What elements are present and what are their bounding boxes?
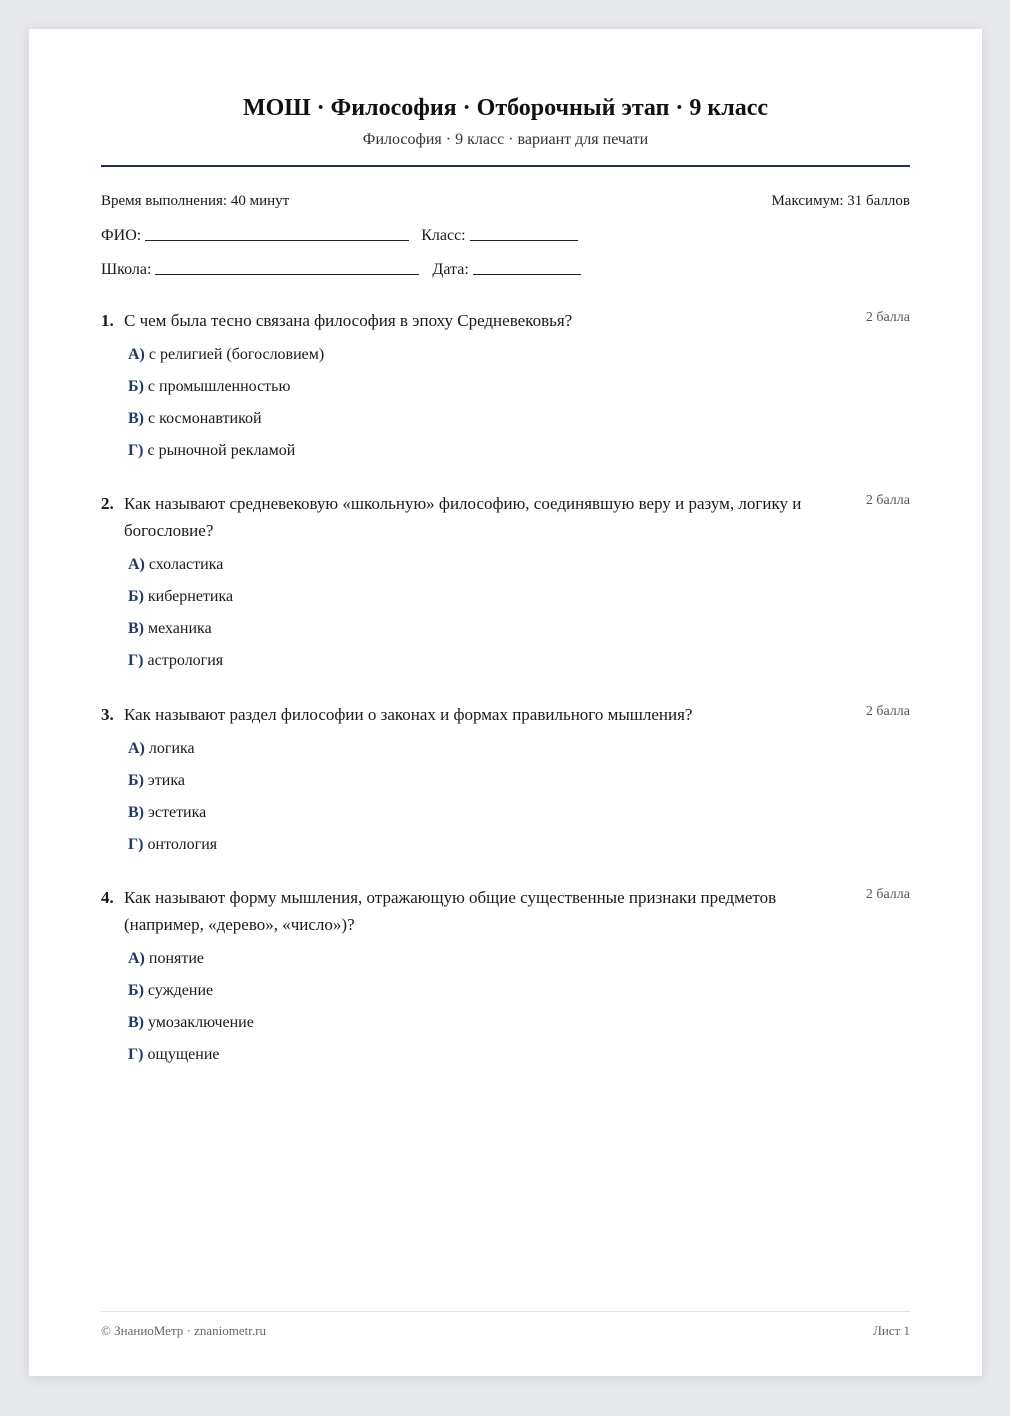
question-1 xyxy=(101,307,910,472)
option-letter: В) xyxy=(128,410,144,427)
max-score: Максимум: 31 баллов xyxy=(771,193,910,209)
answer-option[interactable] xyxy=(128,344,910,376)
answer-option[interactable] xyxy=(128,770,910,802)
option-text: ощущение xyxy=(147,1046,220,1063)
question-text: С чем была тесно связана философия в эпоху Средневековья? xyxy=(124,311,573,330)
option-letter: А) xyxy=(128,556,145,573)
option-letter: В) xyxy=(128,1014,144,1031)
answer-option[interactable] xyxy=(128,650,910,682)
option-text: эстетика xyxy=(148,804,207,821)
option-letter: Б) xyxy=(128,378,144,395)
option-text: понятие xyxy=(148,950,205,967)
option-text: с космонавтикой xyxy=(148,410,262,427)
answer-option[interactable] xyxy=(128,618,910,650)
date-line[interactable] xyxy=(473,273,581,275)
question-3 xyxy=(101,701,910,866)
answer-options xyxy=(128,738,910,866)
option-text: астрология xyxy=(147,652,224,669)
school-label: Школа: xyxy=(101,261,152,278)
option-text: с рыночной рекламой xyxy=(147,442,296,459)
option-text: схоластика xyxy=(148,556,224,573)
question-text: Как называют раздел философии о законах и формах правильного мышления? xyxy=(124,705,693,724)
page-subtitle: Философия · 9 класс · вариант для печати xyxy=(362,131,649,148)
option-letter: А) xyxy=(128,740,145,757)
fio-label: ФИО: xyxy=(101,227,142,244)
option-text: кибернетика xyxy=(147,588,234,605)
fio-line[interactable] xyxy=(145,239,409,241)
question-points: 2 балла xyxy=(865,310,910,325)
date-label: Дата: xyxy=(432,261,469,278)
answer-option[interactable] xyxy=(128,802,910,834)
answer-option[interactable] xyxy=(128,554,910,586)
school-line[interactable] xyxy=(155,273,419,275)
class-line[interactable] xyxy=(470,239,578,241)
option-text: с религией (богословием) xyxy=(148,346,325,363)
question-text: Как называют форму мышления, отражающую общие существенные признаки предметов (например, «дерево», «число»)? xyxy=(124,888,777,934)
option-letter: В) xyxy=(128,620,144,637)
answer-options xyxy=(128,344,910,472)
option-letter: А) xyxy=(128,346,145,363)
question-points: 2 балла xyxy=(865,704,910,719)
question-points: 2 балла xyxy=(865,887,910,902)
answer-option[interactable] xyxy=(128,440,910,472)
answer-option[interactable] xyxy=(128,738,910,770)
meta-row xyxy=(101,193,910,213)
option-letter: В) xyxy=(128,804,144,821)
exam-sheet xyxy=(29,29,982,1376)
answer-option[interactable] xyxy=(128,948,910,980)
option-text: этика xyxy=(147,772,185,789)
answer-option[interactable] xyxy=(128,376,910,408)
option-text: логика xyxy=(148,740,195,757)
option-letter: Б) xyxy=(128,772,144,789)
option-letter: Б) xyxy=(128,588,144,605)
option-text: умозаключение xyxy=(148,1014,254,1031)
option-letter: А) xyxy=(128,950,145,967)
question-points: 2 балла xyxy=(865,493,910,508)
option-letter: Б) xyxy=(128,982,144,999)
page-footer xyxy=(101,1323,910,1339)
option-letter: Г) xyxy=(128,1046,144,1063)
answer-options xyxy=(128,554,910,682)
question-number: 4. xyxy=(101,888,114,907)
class-label: Класс: xyxy=(421,227,466,244)
question-2 xyxy=(101,490,910,682)
answer-option[interactable] xyxy=(128,1044,910,1076)
answer-option[interactable] xyxy=(128,408,910,440)
school-date-row xyxy=(101,257,910,279)
answer-option[interactable] xyxy=(128,1012,910,1044)
answer-options xyxy=(128,948,910,1076)
option-text: онтология xyxy=(147,836,218,853)
footer-copyright: © ЗнаниоМетр · znaniometr.ru xyxy=(101,1323,266,1338)
page-title: МОШ · Философия · Отборочный этап · 9 класс xyxy=(242,95,769,121)
option-text: с промышленностью xyxy=(147,378,291,395)
option-text: механика xyxy=(148,620,212,637)
question-number: 3. xyxy=(101,705,114,724)
option-text: суждение xyxy=(147,982,214,999)
question-text: Как называют средневековую «школьную» философию, соединявшую веру и разум, логику и богословие? xyxy=(124,494,802,540)
question-number: 1. xyxy=(101,311,114,330)
question-4 xyxy=(101,884,910,1076)
fio-class-row xyxy=(101,223,910,245)
sheet-number: Лист 1 xyxy=(873,1323,910,1338)
footer-divider xyxy=(101,1311,910,1312)
time-limit: Время выполнения: 40 минут xyxy=(101,193,290,209)
question-number: 2. xyxy=(101,494,114,513)
option-letter: Г) xyxy=(128,836,144,853)
answer-option[interactable] xyxy=(128,834,910,866)
option-letter: Г) xyxy=(128,442,144,459)
answer-option[interactable] xyxy=(128,586,910,618)
answer-option[interactable] xyxy=(128,980,910,1012)
option-letter: Г) xyxy=(128,652,144,669)
header-divider xyxy=(101,165,910,167)
